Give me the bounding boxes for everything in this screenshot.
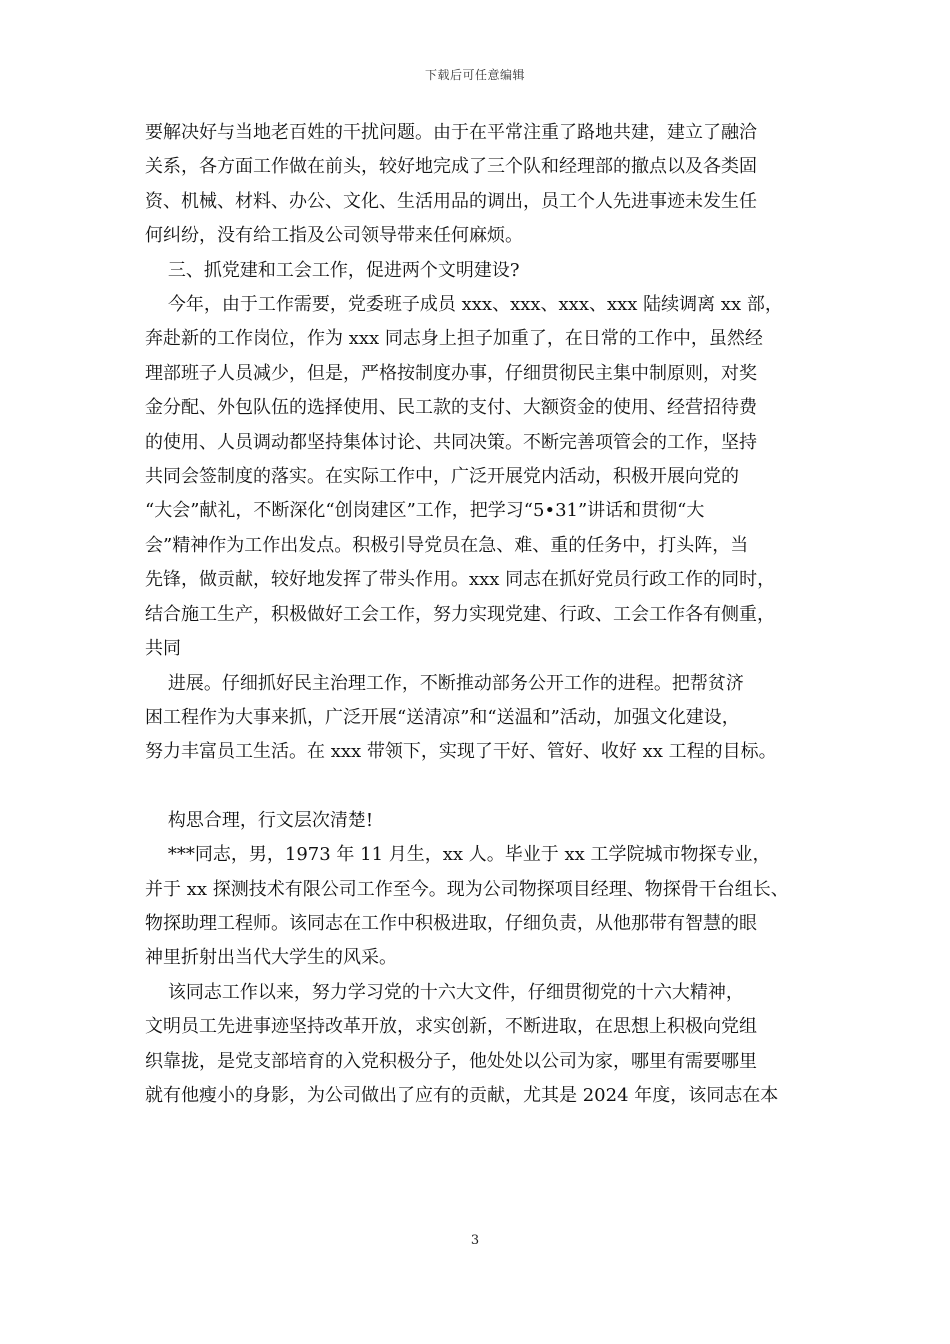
text-line: “大会”献礼，不断深化“创岗建区”工作，把学习“5•31”讲话和贯彻“大	[145, 500, 705, 522]
text-line: 努力丰富员工生活。在 xxx 带领下，实现了干好、管好、收好 xx 工程的目标。	[145, 741, 777, 763]
text-line: 要解决好与当地老百姓的干扰问题。由于在平常注重了路地共建，建立了融洽	[145, 122, 757, 143]
text-line: 文明员工先进事迹坚持改革开放，求实创新，不断进取，在思想上积极向党组	[145, 1016, 757, 1038]
text-line: 奔赴新的工作岗位，作为 xxx 同志身上担子加重了，在日常的工作中，虽然经	[145, 328, 763, 350]
paragraph-work-performance	[145, 976, 810, 1114]
text-line: 会”精神作为工作出发点。积极引导党员在急、难、重的任务中，打头阵，当	[145, 534, 749, 556]
text-line: 并于 xx 探测技术有限公司工作至今。现为公司物探项目经理、物探骨干台组长、	[145, 878, 789, 900]
text-line: 金分配、外包队伍的选择使用、民工款的支付、大额资金的使用、经营招待费	[145, 397, 757, 419]
paragraph-spacer	[145, 770, 810, 804]
text-line: 困工程作为大事来抓，广泛开展“送清凉”和“送温和”活动，加强文化建设，	[145, 706, 740, 728]
text-line: 就有他瘦小的身影，为公司做出了应有的贡献，尤其是 2024 年度，该同志在本	[145, 1084, 779, 1106]
text-line: 资、机械、材料、办公、文化、生活用品的调出，员工个人先进事迹未发生任	[145, 190, 757, 212]
document-body	[145, 116, 810, 1113]
text-line: 何纠纷，没有给工指及公司领导带来任何麻烦。	[145, 225, 523, 247]
text-line: 关系，各方面工作做在前头，较好地完成了三个队和经理部的撤点以及各类固	[145, 156, 757, 178]
text-line: 神里折射出当代大学生的风采。	[145, 947, 397, 969]
text-line: 该同志工作以来，努力学习党的十六大文件，仔细贯彻党的十六大精神，	[145, 981, 744, 1003]
text-line: 共同	[145, 638, 181, 660]
text-line: 的使用、人员调动都坚持集体讨论、共同决策。不断完善项管会的工作，坚持	[145, 431, 757, 453]
page-header: 下载后可任意编辑	[424, 68, 525, 82]
text-line: 结合施工生产，积极做好工会工作，努力实现党建、行政、工会工作各有侧重，	[145, 603, 775, 625]
text-line: ***同志，男，1973 年 11 月生，xx 人。毕业于 xx 工学院城市物探专业，	[145, 844, 771, 866]
paragraph-party-building	[145, 288, 810, 666]
text-line: 今年，由于工作需要，党委班子成员 xxx、xxx、xxx、xxx 陆续调离 xx 部，	[145, 294, 783, 316]
text-line: 先锋，做贡献，较好地发挥了带头作用。xxx 同志在抓好党员行政工作的同时，	[145, 569, 776, 591]
page-number: 3	[470, 1233, 480, 1248]
text-line: 共同会签制度的落实。在实际工作中，广泛开展党内活动，积极开展向党的	[145, 466, 739, 488]
paragraph-road-relations	[145, 116, 810, 254]
text-line: 理部班子人员减少，但是，严格按制度办事，仔细贯彻民主集中制原则，对奖	[145, 362, 757, 384]
text-line: 织靠拢，是党支部培育的入党积极分子，他处处以公司为家，哪里有需要哪里	[145, 1050, 757, 1072]
paragraph-progress	[145, 667, 810, 770]
text-line: 进展。仔细抓好民主治理工作，不断推动部务公开工作的进程。把帮贫济	[145, 672, 744, 694]
text-line: 物探助理工程师。该同志在工作中积极进取，仔细负责，从他那带有智慧的眼	[145, 912, 757, 934]
section-heading-structure-note: 构思合理，行文层次清楚!	[145, 809, 374, 831]
paragraph-profile	[145, 838, 810, 976]
section-heading-party-union: 三、抓党建和工会工作，促进两个文明建设?	[145, 259, 520, 281]
